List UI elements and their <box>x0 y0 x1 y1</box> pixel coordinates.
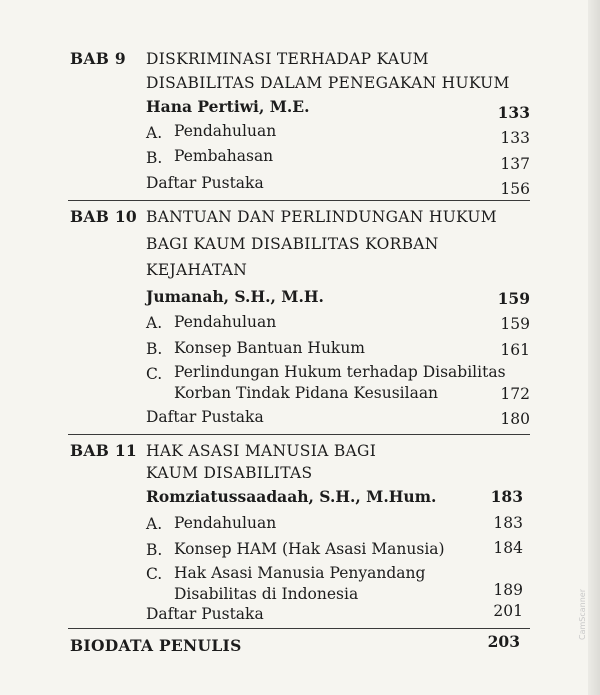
chapter-label: BAB 10 <box>70 207 137 226</box>
chapter-title: BAGI KAUM DISABILITAS KORBAN <box>146 235 439 253</box>
chapter-label: BAB 9 <box>70 49 126 68</box>
chapter-author: Hana Pertiwi, M.E. <box>146 97 310 116</box>
section-letter: A. <box>146 314 163 332</box>
bibliography-page-number: 156 <box>500 180 530 198</box>
section-title: Pendahuluan <box>174 313 277 331</box>
section-letter: A. <box>146 124 163 142</box>
chapter-title: KEJAHATAN <box>146 261 248 279</box>
bibliography-title: Daftar Pustaka <box>146 605 264 623</box>
section-letter: C. <box>146 565 163 583</box>
section-letter: B. <box>146 149 163 167</box>
section-title: Perlindungan Hukum terhadap Disabilitas <box>174 363 506 381</box>
chapter-title: KAUM DISABILITAS <box>146 464 313 482</box>
divider <box>68 200 530 201</box>
section-title: Pendahuluan <box>174 122 277 140</box>
biodata-title: BIODATA PENULIS <box>70 636 242 655</box>
section-page-number: 133 <box>500 129 530 147</box>
bibliography-page-number: 180 <box>500 410 530 428</box>
section-page-number: 159 <box>500 315 530 333</box>
chapter-author: Romziatussaadaah, S.H., M.Hum. <box>146 487 437 506</box>
author-page-number: 183 <box>490 487 523 506</box>
section-page-number: 161 <box>500 341 530 359</box>
section-title: Konsep HAM (Hak Asasi Manusia) <box>174 540 445 558</box>
biodata-page-number: 203 <box>487 632 520 651</box>
chapter-title: DISKRIMINASI TERHADAP KAUM <box>146 50 429 68</box>
section-page-number: 184 <box>493 539 523 557</box>
scanner-watermark: CamScanner <box>578 588 587 640</box>
divider <box>68 628 530 629</box>
chapter-author: Jumanah, S.H., M.H. <box>146 287 324 306</box>
section-letter: B. <box>146 541 163 559</box>
section-page-number: 183 <box>493 514 523 532</box>
page-edge <box>588 0 600 695</box>
chapter-title: HAK ASASI MANUSIA BAGI <box>146 442 377 460</box>
bibliography-title: Daftar Pustaka <box>146 408 264 426</box>
section-title: Pembahasan <box>174 147 274 165</box>
section-title: Disabilitas di Indonesia <box>174 585 359 603</box>
section-page-number: 172 <box>500 385 530 403</box>
section-letter: A. <box>146 515 163 533</box>
author-page-number: 133 <box>497 103 530 122</box>
section-title: Pendahuluan <box>174 514 277 532</box>
section-title: Hak Asasi Manusia Penyandang <box>174 564 426 582</box>
divider <box>68 434 530 435</box>
chapter-label: BAB 11 <box>70 441 137 460</box>
bibliography-title: Daftar Pustaka <box>146 174 264 192</box>
bibliography-page-number: 201 <box>493 602 523 620</box>
section-page-number: 137 <box>500 155 530 173</box>
section-title: Korban Tindak Pidana Kesusilaan <box>174 384 439 402</box>
chapter-title: DISABILITAS DALAM PENEGAKAN HUKUM <box>146 74 510 92</box>
author-page-number: 159 <box>497 289 530 308</box>
section-letter: B. <box>146 340 163 358</box>
chapter-title: BANTUAN DAN PERLINDUNGAN HUKUM <box>146 208 497 226</box>
section-letter: C. <box>146 365 163 383</box>
section-title: Konsep Bantuan Hukum <box>174 339 366 357</box>
section-page-number: 189 <box>493 581 523 599</box>
